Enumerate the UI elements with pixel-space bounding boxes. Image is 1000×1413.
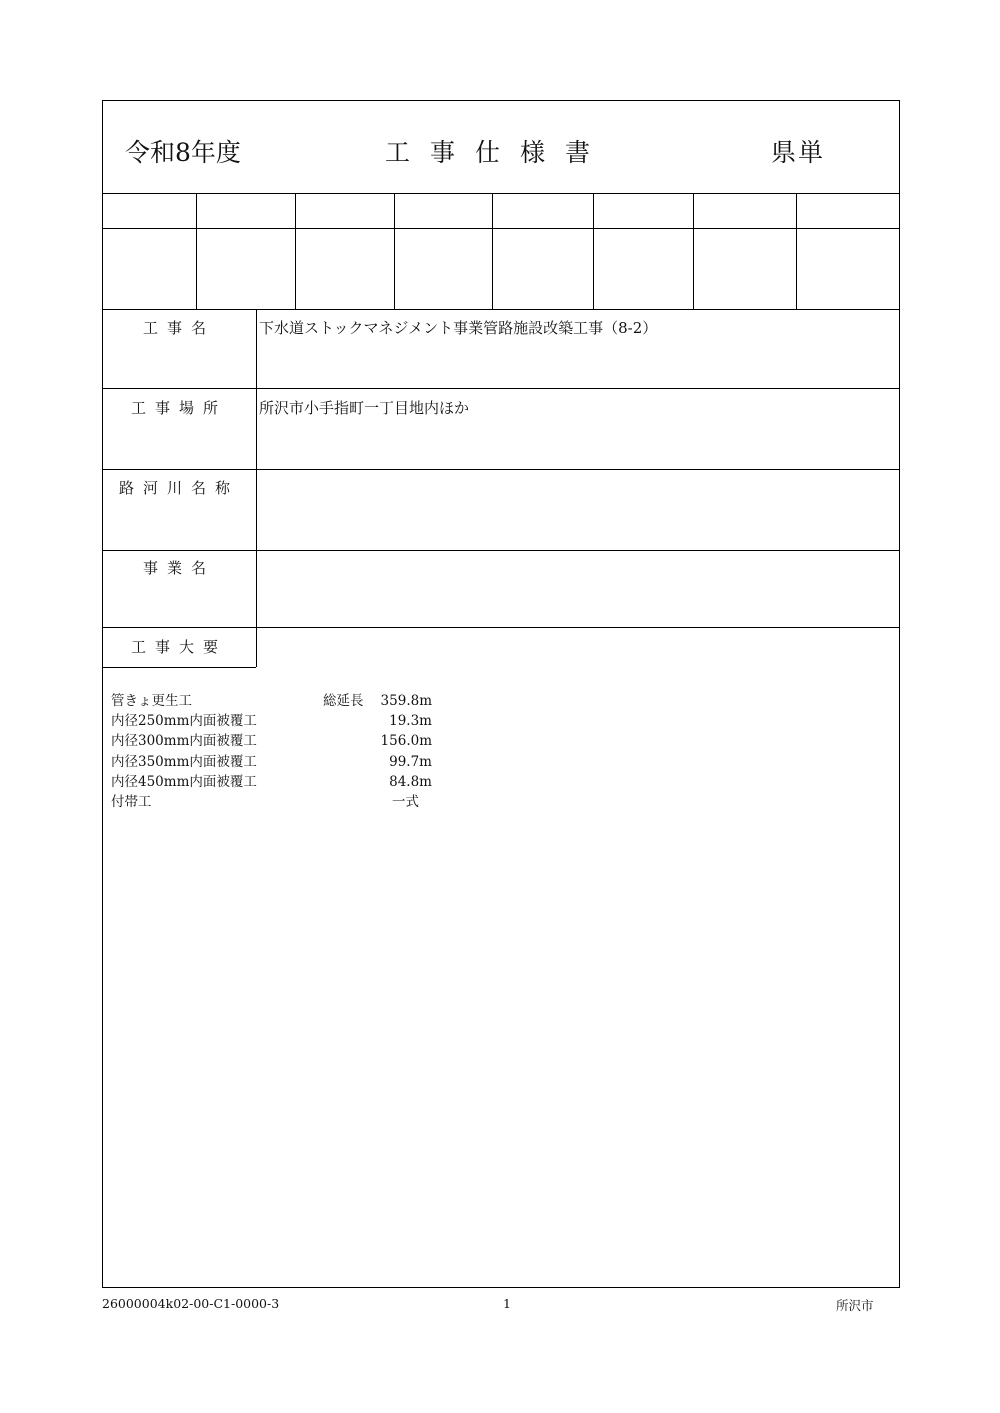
grid-line <box>796 193 797 309</box>
divider <box>103 193 899 194</box>
divider <box>103 388 899 389</box>
summary-item: 内径450mm内面被覆工 <box>111 773 257 790</box>
project-name-label: 事業名 <box>142 559 215 577</box>
divider <box>103 550 899 551</box>
summary-item: 内径250mm内面被覆工 <box>111 713 257 730</box>
summary-prefix: 総延長 <box>323 693 364 709</box>
divider <box>103 667 256 668</box>
construction-location-value: 所沢市小手指町一丁目地内ほか <box>259 399 470 417</box>
document-title: 工事仕様書 <box>385 138 611 167</box>
summary-item: 管きょ更生工 <box>111 693 192 709</box>
document-code: 26000004k02-00-C1-0000-3 <box>102 1296 280 1311</box>
budget-category: 県単 <box>771 138 826 167</box>
divider <box>103 309 899 310</box>
construction-name-value: 下水道ストックマネジメント事業管路施設改築工事（8-2） <box>259 319 658 337</box>
summary-quantity: 一式 <box>392 793 419 810</box>
construction-name-label: 工事名 <box>142 319 215 337</box>
summary-item: 内径350mm内面被覆工 <box>111 753 257 770</box>
grid-line <box>693 193 694 309</box>
specification-sheet <box>102 100 900 1288</box>
grid-line <box>394 193 395 309</box>
summary-item: 内径300mm内面被覆工 <box>111 733 257 750</box>
grid-line <box>593 193 594 309</box>
issuer-name: 所沢市 <box>836 1298 874 1313</box>
road-river-name-label: 路河川名称 <box>118 479 239 497</box>
summary-quantity: 359.8m <box>380 693 432 709</box>
summary-quantity: 156.0m <box>380 733 432 750</box>
label-column-line <box>256 309 257 667</box>
divider <box>103 627 899 628</box>
summary-quantity: 99.7m <box>389 753 432 770</box>
grid-line <box>295 193 296 309</box>
divider <box>103 228 899 229</box>
summary-quantity: 19.3m <box>389 713 432 730</box>
construction-location-label: 工事場所 <box>130 399 227 417</box>
fiscal-year: 令和8年度 <box>125 138 241 167</box>
grid-line <box>196 193 197 309</box>
summary-item: 付帯工 <box>111 793 152 810</box>
construction-outline-label: 工事大要 <box>130 638 227 656</box>
summary-quantity: 84.8m <box>389 773 432 790</box>
page-number: 1 <box>503 1296 511 1311</box>
grid-line <box>492 193 493 309</box>
divider <box>103 469 899 470</box>
